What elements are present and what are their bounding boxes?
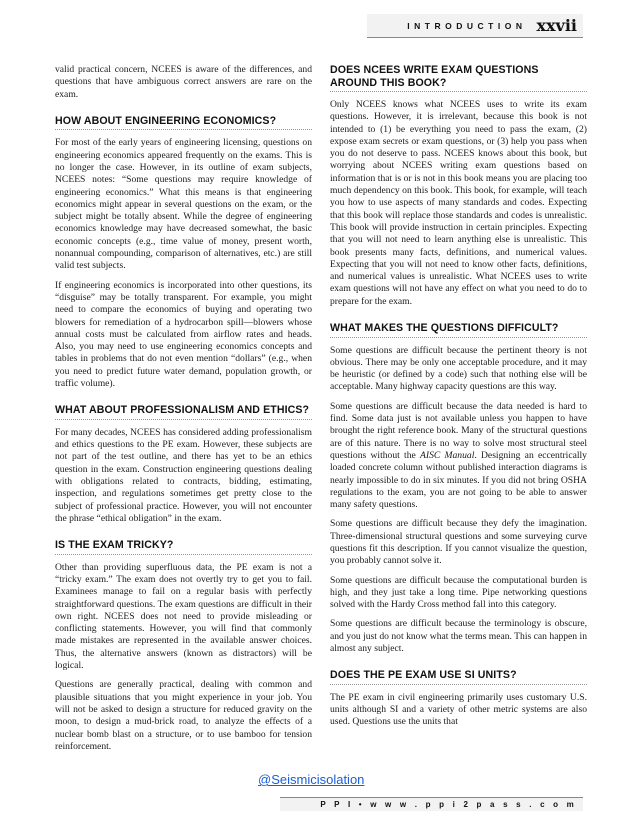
paragraph: Some questions are difficult because the pertinent theory is not obvious. There may be only one acceptable procedure, and it may be heuristic (or defined by a code) such that nothing else will be acceptable. Many highway capacity questions are this way.: [330, 344, 587, 393]
paragraph: The PE exam in civil engineering primarily uses customary U.S. units although SI and a variety of other metric systems are also used. Questions use the units that: [330, 691, 587, 728]
header-box: [367, 14, 583, 38]
heading-professionalism-ethics: WHAT ABOUT PROFESSIONALISM AND ETHICS?: [55, 404, 312, 420]
heading-si-units: DOES THE PE EXAM USE SI UNITS?: [330, 669, 587, 685]
paragraph: valid practical concern, NCEES is aware of the differences, and questions that have ambiguous correct answers are rare on the exam.: [55, 64, 312, 100]
heading-ncees-questions: DOES NCEES WRITE EXAM QUESTIONS AROUND THIS BOOK?: [330, 64, 587, 92]
aisc-manual-title: AISC Manual: [420, 449, 475, 461]
paragraph: For many decades, NCEES has considered adding professionalism and ethics questions to the PE exam. However, these subjects are not part of the test outline, and there has yet to be an ethics question in the exam. Construction engineering questions dealing with obligations related to contracts, bidding, estimating, inspection, and regulations sometimes get pretty close to the subject of professional practice. However, you will not encounter the phrase “ethical obligation” in the exam.: [55, 426, 312, 524]
paragraph: Some questions are difficult because the terminology is obscure, and you just do not know what the terms mean. This can happen in almost any subject.: [330, 618, 587, 655]
paragraph: Other than providing superfluous data, the PE exam is not a “tricky exam.” The exam does not overtly try to get you to fail. Examinees manage to fail on a regular basis with perfectly straightforward questions. The exam questions are difficult in their own right. NCEES does not need to provide misleading or conflicting statements. However, you will find that commonly made mistakes are represented in the available answer choices. Thus, the alternative answers (known as distractors) will be logical.: [55, 561, 312, 672]
paragraph-text: Some questions are difficult because the data needed is hard to find. Some data just is not available unless you happen to have brought the right reference book. Many of the structural questions are of this nature. There is no way to solve most structural steel questions without the: [330, 400, 587, 461]
right-column: [330, 64, 587, 736]
running-footer: [55, 796, 583, 812]
paragraph: Some questions are difficult because the computational burden is high, and they just take a long time. Pipe networking questions solved with the Hardy Cross method fall into this category.: [330, 574, 587, 611]
page-number: xxvii: [536, 16, 577, 35]
paragraph: Only NCEES knows what NCEES uses to write its exam questions. However, it is irrelevant, because this book is not intended to (1) be everything you need to pass the exam, (2) expose exam secrets or exam questions, or (3) help you pass when you do not deserve to pass. NCEES knows about this book, but worrying about NCEES writing exam questions based on information that is or is not in this book means you are placing too much dependency on this book. This book, for example, will teach you how to use aspects of many standards and codes. Expecting that this book will replace those standards and codes is unrealistic. This book will provide instruction in certain principles. Expecting that you will not need to learn anything else is unrealistic. This book presents many facts, definitions, and numerical values. Expecting that you will not need to know other facts, definitions, and numerical values is unrealistic. What NCEES uses to write exam questions will not have any effect on what you need to do to prepare for the exam.: [330, 99, 587, 307]
paragraph: For most of the early years of engineering licensing, questions on engineering economics appeared frequently on the exams. This is no longer the case. However, in its outline of exam subjects, NCEES notes: “Some questions may require knowledge of engineering economics.” What this means is that engineering economics might appear in several questions on the exam, or the subject might be totally absent. While the degree of engineering economics knowledge may have decreased somewhat, the basic economic concepts (e.g., time value of money, present worth, nonannual compounding, comparison of alternatives, etc.) are still valid test subjects.: [55, 137, 312, 272]
paragraph: Questions are generally practical, dealing with common and plausible situations that you might experience in your job. You will not be asked to design a structure for reduced gravity on the moon, to design a mud-brick road, to analyze the effects of a nuclear bomb blast on a structure, or to use bamboo for tension reinforcement.: [55, 679, 312, 752]
section-title: INTRODUCTION: [407, 20, 527, 31]
heading-questions-difficult: WHAT MAKES THE QUESTIONS DIFFICULT?: [330, 322, 587, 338]
heading-exam-tricky: IS THE EXAM TRICKY?: [55, 539, 312, 555]
body-columns: [55, 64, 587, 786]
paragraph: Some questions are difficult because they defy the imagination. Three-dimensional structural questions and some surveying curve questions fit this description. If you cannot visualize the question, you probably cannot solve it.: [330, 518, 587, 567]
running-header: [55, 14, 583, 38]
paragraph: If engineering economics is incorporated into other questions, its “disguise” may be totally transparent. For example, you might need to compare the economics of buying and operating two blowers for remediation of a hydrocarbon spill—blowers whose annual costs must be calculated from airflow rates and heads. Also, you may need to use engineering economics concepts and tables in problems that do not even mention “dollars” (e.g., when you need to predict future water demand, population growth, or traffic volume).: [55, 279, 312, 390]
left-column: [55, 64, 312, 760]
publisher-url: P P I • w w w . p p i 2 p a s s . c o m: [280, 797, 583, 811]
watermark-link[interactable]: @Seismicisolation: [258, 772, 365, 787]
paragraph-text: . Designing an eccentrically loaded concrete column without published interaction diagrams is nearly impossible to do in six minutes. If you did not bring OSHA regulations to the exam, you are not going to be able to answer many safety questions.: [330, 449, 587, 511]
paragraph: [330, 401, 587, 512]
heading-engineering-economics: HOW ABOUT ENGINEERING ECONOMICS?: [55, 115, 312, 131]
